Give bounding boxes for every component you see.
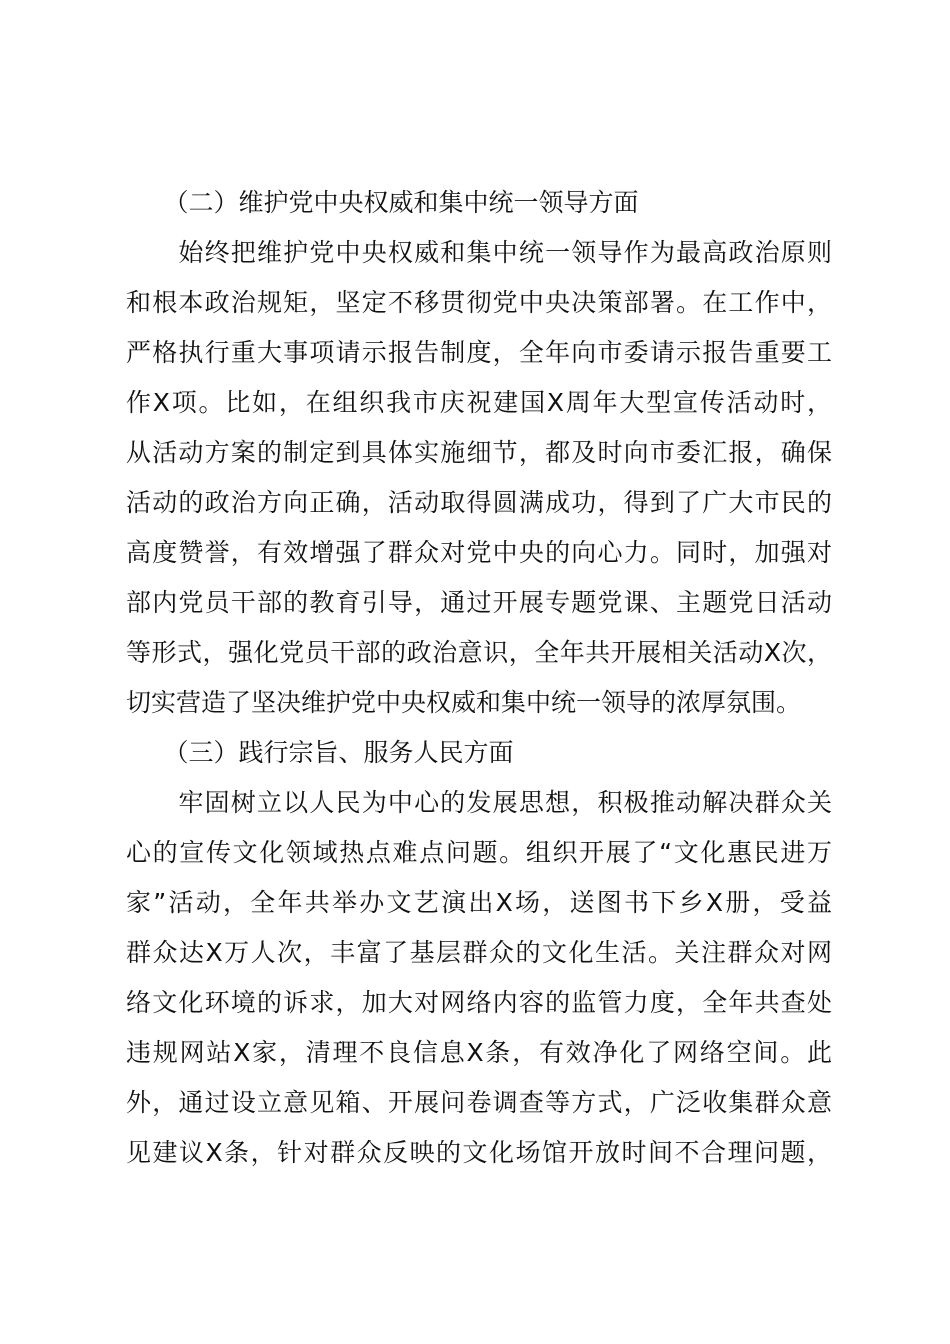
heading-section-two: （二）维护党中央权威和集中统一领导方面 bbox=[126, 188, 639, 217]
paragraph-line: 络文化环境的诉求，加大对网络内容的监管力度，全年共查处 bbox=[126, 988, 832, 1017]
paragraph-line: 等形式，强化党员干部的政治意识，全年共开展相关活动X次， bbox=[126, 638, 832, 667]
body-text bbox=[126, 178, 832, 1178]
paragraph-line: 心的宣传文化领域热点难点问题。组织开展了“文化惠民进万 bbox=[126, 838, 832, 867]
paragraph-line: 作X项。比如，在组织我市庆祝建国X周年大型宣传活动时， bbox=[126, 388, 832, 417]
paragraph-line: 切实营造了坚决维护党中央权威和集中统一领导的浓厚氛围。 bbox=[126, 688, 802, 717]
paragraph-line: 外，通过设立意见箱、开展问卷调查等方式，广泛收集群众意 bbox=[126, 1088, 832, 1117]
paragraph-line: 违规网站X家，清理不良信息X条，有效净化了网络空间。此 bbox=[126, 1038, 832, 1067]
paragraph-line: 见建议X条，针对群众反映的文化场馆开放时间不合理问题， bbox=[126, 1138, 832, 1167]
paragraph-line: 活动的政治方向正确，活动取得圆满成功，得到了广大市民的 bbox=[126, 488, 832, 517]
heading-section-three: （三）践行宗旨、服务人民方面 bbox=[126, 738, 514, 767]
paragraph-line: 高度赞誉，有效增强了群众对党中央的向心力。同时，加强对 bbox=[126, 538, 832, 567]
paragraph-line: 和根本政治规矩，坚定不移贯彻党中央决策部署。在工作中， bbox=[126, 288, 832, 317]
paragraph-line: 群众达X万人次，丰富了基层群众的文化生活。关注群众对网 bbox=[126, 938, 832, 967]
paragraph-line: 部内党员干部的教育引导，通过开展专题党课、主题党日活动 bbox=[126, 588, 832, 617]
paragraph-line: 严格执行重大事项请示报告制度，全年向市委请示报告重要工 bbox=[126, 338, 832, 367]
paragraph-line: 从活动方案的制定到具体实施细节，都及时向市委汇报，确保 bbox=[126, 438, 832, 467]
paragraph-line: 牢固树立以人民为中心的发展思想，积极推动解决群众关 bbox=[126, 788, 832, 817]
paragraph-line: 家”活动，全年共举办文艺演出X场，送图书下乡X册，受益 bbox=[126, 888, 832, 917]
paragraph-line: 始终把维护党中央权威和集中统一领导作为最高政治原则 bbox=[126, 238, 832, 267]
